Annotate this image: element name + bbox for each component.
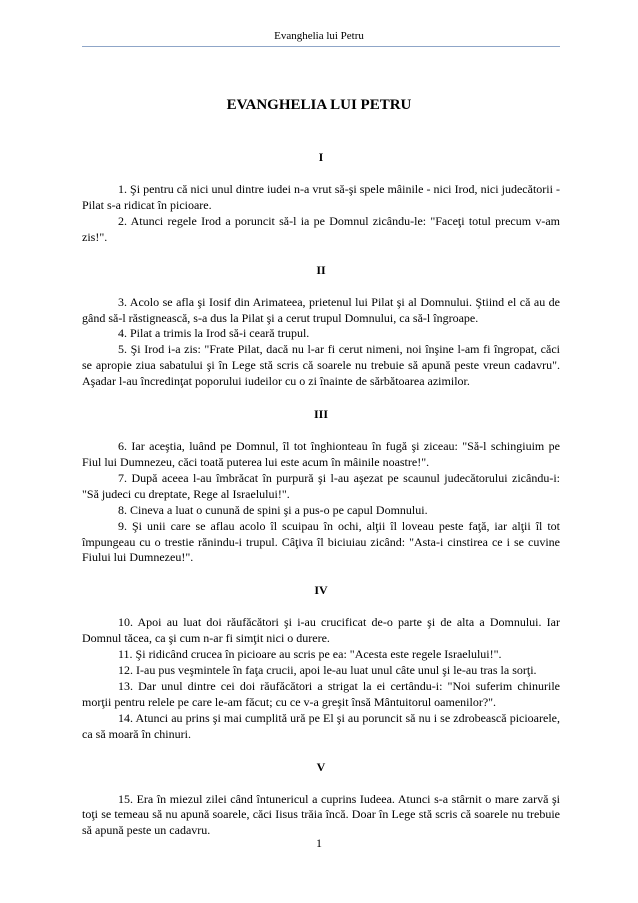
page-number: 1 (316, 836, 322, 850)
verse-7: 7. După aceea l-au îmbrăcat în purpură şi l-au aşezat pe scaunul judecătorului zicându-i: "Să judeci cu dreptate, Rege al Israelului!". (82, 470, 560, 501)
section-heading-i: I (318, 150, 324, 164)
header-divider (82, 46, 560, 47)
verse-8: 8. Cineva a luat o cunună de spini şi a pus-o pe capul Domnului. (118, 502, 428, 517)
verse-12: 12. I-au pus veşmintele în faţa crucii, apoi le-au luat unul câte unul şi le-au tras la sorţi. (118, 663, 537, 678)
verse-15: 15. Era în miezul zilei când întunericul a cuprins Iudeea. Atunci s-a stârnit o mare zarvă şi toţi se temeau să nu apună soarele, căci Iisus trăia încă. Doar în Lege stă scris că soarele nu trebuie să apună peste un cadavru. (82, 791, 560, 838)
running-header: Evanghelia lui Petru (274, 30, 364, 42)
document-title: EVANGHELIA LUI PETRU (226, 97, 412, 113)
section-heading-ii: II (316, 262, 326, 277)
verse-11: 11. Şi ridicând crucea în picioare au scris pe ea: "Acesta este regele Israelului!". (118, 647, 502, 662)
section-heading-iv: IV (314, 583, 328, 598)
section-heading-iii: III (313, 407, 328, 422)
verse-6: 6. Iar aceştia, luând pe Domnul, îl tot înghionteau în fugă şi ziceau: "Să-l schingiuim pe Fiul lui Dumnezeu, căci toată puterea lui este acum în mâinile noastre!". (82, 439, 560, 469)
verse-3: 3. Acolo se afla şi Iosif din Arimateea, prietenul lui Pilat şi al Domnului. Ştiind el că au de gând să-l răstignească, s-a dus la Pilat şi a cerut trupul Domnului, ca să-l îngroape. (82, 294, 560, 325)
verse-9: 9. Şi unii care se aflau acolo îl scuipau în ochi, alţii îl loveau peste faţă, iar alţii îl tot împungeau cu o trestie rănindu-i trupul. Câţiva îl biciuiau zicând: "Asta-i cinstirea ce i se cuvine Fiului lui Dumnezeu!". (82, 518, 560, 565)
section-heading-v: V (316, 759, 326, 774)
verse-5: 5. Şi Irod i-a zis: "Frate Pilat, dacă nu l-ar fi cerut nimeni, noi înşine l-am fi îngropat, căci se apropie ziua sabatului şi în Lege stă scris că soarele nu trebuie să apună peste vreun cadavru". Aşadar l-au încredinţat poporului iudeilor cu o zi înainte de sărbătoarea azimilor. (82, 342, 560, 389)
verse-13: 13. Dar unul dintre cei doi răufăcători a strigat la ei certându-i: "Noi suferim chinurile morţii pentru relele pe care le-am făcut; cu ce v-a greşit însă Mântuitorul oamenilor?". (82, 678, 560, 709)
verse-14: 14. Atunci au prins şi mai cumplită ură pe El şi au poruncit să nu i se zdrobească picioarele, ca să moară în chinuri. (82, 710, 560, 741)
verse-1: 1. Şi pentru că nici unul dintre iudei n-a vrut să-şi spele mâinile - nici Irod, nici judecătorii - Pilat s-a ridicat în picioare. (82, 182, 560, 212)
verse-4: 4. Pilat a trimis la Irod să-i ceară trupul. (118, 326, 310, 341)
document-body (82, 150, 560, 839)
verse-2: 2. Atunci regele Irod a poruncit să-l ia pe Domnul zicându-le: "Faceţi totul precum v-am zis!". (82, 213, 560, 244)
verse-10: 10. Apoi au luat doi răufăcători şi i-au crucificat de-o parte şi de alta a Domnului. Iar Domnul tăcea, ca şi cum n-ar fi simţit nici o durere. (82, 615, 560, 646)
